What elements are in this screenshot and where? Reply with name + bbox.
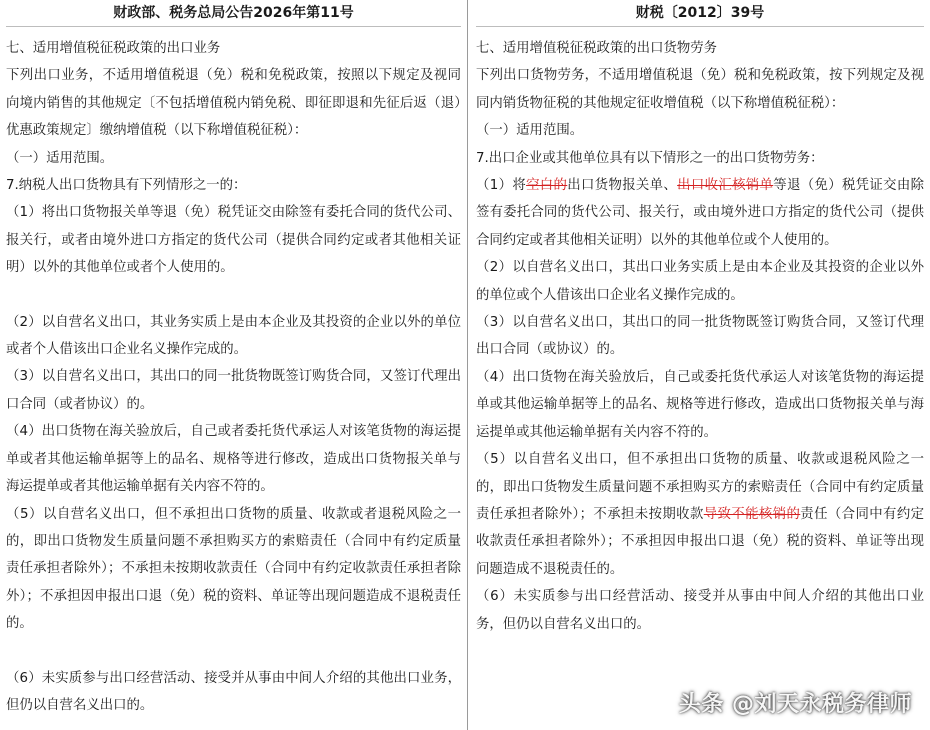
text-run: 出口货物报关单、: [567, 178, 678, 194]
deleted-text: 导致不能核销的: [703, 506, 801, 522]
left-paragraph: （2）以自营名义出口，其业务实质上是由本企业及其投资的企业以外的单位或者个人借该出口企业名义操作完成的。: [6, 314, 461, 358]
right-paragraph: （4）出口货物在海关验放后，自己或委托货代承运人对该笔货物的海运提单或其他运输单据等上的品名、规格等进行修改，造成出口货物报关单与海运提单或其他运输单据有关内容不符的。: [476, 369, 924, 440]
text-run: 责任（合同中有约定收款责任承担者除外）；不承担因申报出口退（免）税的资料、单证等出现问题造成不退税责任的。: [476, 506, 925, 577]
left-paragraph: （5）以自营名义出口，但不承担出口货物的质量、收款或者退税风险之一的，即出口货物发生质量问题不承担购买方的索赔责任（合同中有约定质量责任承担者除外）；不承担未按期收款责任（合同中有约定收款责任承担者除外）；不承担因申报出口退（免）税的资料、单证等出现问题造成不退税责任的。: [6, 506, 461, 632]
left-paragraph: （1）将出口货物报关单等退（免）税凭证交由除签有委托合同的货代公司、报关行，或者由境外进口方指定的货代公司（提供合同约定或者其他相关证明）以外的其他单位或者个人使用的。: [6, 205, 461, 276]
text-run: （5）以自营名义出口，但不承担出口货物的质量、收款或退税风险之一的，即出口货物发生质量问题不承担购买方的索赔责任（合同中有约定质量责任承担者除外）；不承担未按期收款: [476, 452, 924, 522]
right-paragraph: [476, 446, 924, 583]
left-header: 财政部、税务总局公告2026年第11号: [6, 0, 461, 27]
right-paragraph: （一）适用范围。: [476, 123, 584, 139]
left-paragraph: （6）未实质参与出口经营活动、接受并从事由中间人介绍的其他出口业务，但仍以自营名义出口的。: [6, 670, 461, 713]
right-paragraph: 七、适用增值税征税政策的出口货物劳务: [476, 41, 718, 56]
text-run: 等退（免）税凭证交由除签有委托合同的货代公司、报关行，或由境外进口方指定的货代公司（提供合同约定或者其他相关证明）以外的其他单位或个人使用的。: [476, 178, 925, 248]
right-paragraph: （6）未实质参与出口经营活动、接受并从事由中间人介绍的其他出口业务，但仍以自营名义出口的。: [476, 589, 924, 632]
left-paragraph: （4）出口货物在海关验放后，自己或者委托货代承运人对该笔货物的海运提单或者其他运输单据等上的品名、规格等进行修改，造成出口货物报关单与海运提单或者其他运输单据有关内容不符的。: [6, 424, 461, 495]
left-paragraph: （3）以自营名义出口，其出口的同一批货物既签订购货合同，又签订代理出口合同（或者协议）的。: [6, 369, 461, 412]
right-paragraph: （2）以自营名义出口，其出口业务实质上是由本企业及其投资的企业以外的单位或个人借该出口企业名义操作完成的。: [476, 260, 924, 303]
right-paragraph: [476, 172, 924, 254]
deleted-text: 出口收汇核销单: [677, 178, 774, 194]
watermark: 头条 @刘天永税务律师: [678, 692, 912, 717]
left-paragraph: （一）适用范围。: [6, 150, 114, 166]
right-paragraph: （3）以自营名义出口，其出口的同一批货物既签订购货合同，又签订代理出口合同（或协议）的。: [476, 315, 924, 358]
left-paragraph: 七、适用增值税征税政策的出口业务: [6, 41, 221, 56]
left-paragraph: 下列出口业务，不适用增值税退（免）税和免税政策，按照以下规定及视同向境内销售的其他规定〔不包括增值税内销免税、即征即退和先征后返（退）优惠政策规定〕缴纳增值税（以下称增值税征税）：: [6, 68, 461, 139]
right-header: 财税〔2012〕39号: [476, 0, 924, 27]
paragraph-gap: [6, 282, 461, 309]
right-paragraph: 7.出口企业或其他单位具有以下情形之一的出口货物劳务：: [476, 150, 824, 166]
right-paragraph: 下列出口货物劳务，不适用增值税退（免）税和免税政策，按下列规定及视同内销货物征税的其他规定征收增值税（以下称增值税征税）：: [476, 68, 924, 111]
paragraph-gap: [6, 638, 461, 665]
left-paragraph: 7.纳税人出口货物具有下列情形之一的：: [6, 178, 247, 194]
deleted-text: 空白的: [526, 178, 568, 194]
right-column: [468, 0, 930, 730]
text-run: （1）将: [476, 178, 527, 194]
